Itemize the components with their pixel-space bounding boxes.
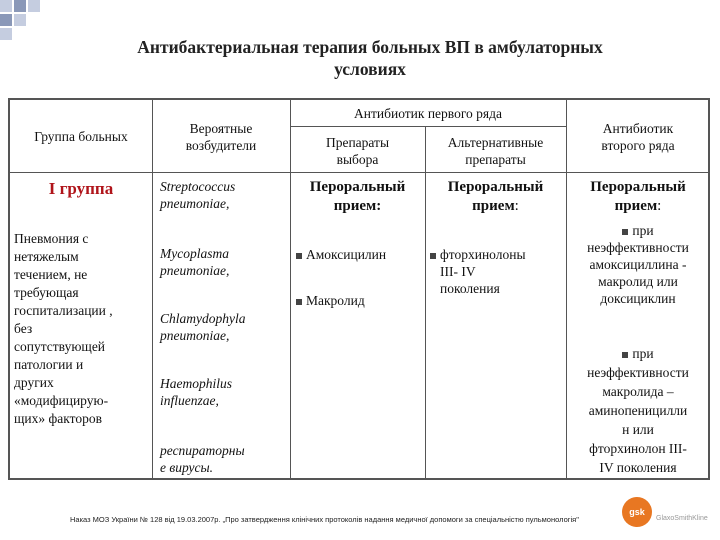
pathogen-item: Haemophilus influenzae,	[160, 376, 232, 408]
bullet-icon	[296, 253, 302, 259]
alt-drug: фторхинолоны III- IV поколения	[430, 246, 526, 297]
therapy-table	[8, 98, 710, 480]
header-group: Группа больных	[34, 129, 128, 144]
second-route: Пероральный прием:	[590, 179, 686, 214]
header-second-line: Антибиотик второго ряда	[601, 121, 675, 153]
alt-route: Пероральный прием:	[447, 179, 544, 214]
header-first-line: Антибиотик первого ряда	[354, 106, 502, 121]
bullet-icon	[430, 253, 436, 259]
footer-reference: Наказ МОЗ України № 128 від 19.03.2007р. „Про затвердження клінічних протоколів надання медичної допомоги за спеціальністю пульмонологія"	[70, 515, 579, 524]
bullet-icon	[622, 229, 628, 235]
bullet-icon	[296, 299, 302, 305]
page-title: Антибактериальная терапия больных ВП в амбулаторных условиях	[137, 37, 603, 79]
choice-route: Пероральный прием:	[309, 179, 406, 214]
header-alternative: Альтернативные препараты	[447, 135, 544, 167]
pathogen-item: Streptococcus pneumoniae,	[160, 179, 236, 211]
header-pathogens: Вероятные возбудители	[185, 121, 257, 153]
group-description: Пневмония с нетяжелым течением, не требующая госпитализации , без сопутствующей патологии и других «модифицирую- щих» факторов	[14, 231, 113, 426]
gsk-logo: gsk	[622, 497, 652, 527]
header-choice: Препараты выбора	[325, 135, 390, 167]
second-line-item: при неэффективности макролида – аминопеницилли н или фторхинолон III- IV поколения	[587, 346, 689, 475]
pathogen-item: Chlamydophyla pneumoniae,	[160, 311, 246, 343]
pathogen-item: респираторны е вирусы.	[160, 443, 245, 475]
pathogen-item: Mycoplasma pneumoniae,	[160, 246, 230, 278]
company-name: GlaxoSmithKline	[656, 515, 708, 522]
choice-drug-item: Макролид	[296, 292, 365, 309]
group-label: I группа	[48, 179, 114, 198]
second-line-item: при неэффективности амоксициллина - макролид или доксициклин	[587, 223, 689, 306]
bullet-icon	[622, 352, 628, 358]
choice-drug-item: Амоксицилин	[296, 246, 386, 263]
